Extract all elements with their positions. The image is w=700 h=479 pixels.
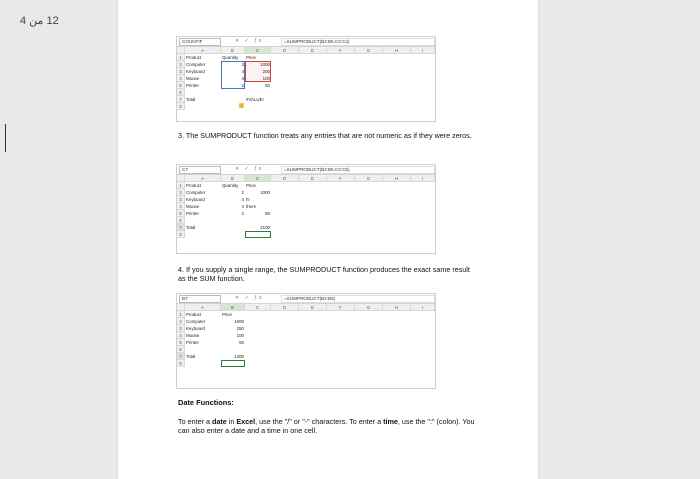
excel-screenshot-1 xyxy=(176,36,436,122)
cell[interactable]: Total xyxy=(186,97,196,102)
cell[interactable]: 4 xyxy=(241,69,244,74)
column-header: A xyxy=(185,175,221,182)
row-header: 5 xyxy=(177,339,185,346)
formula-bar xyxy=(177,37,435,47)
column-header: F xyxy=(327,175,355,182)
date-text-3: , use the "/" or "-" characters. To enter a xyxy=(255,417,384,426)
paragraph-4: 4. If you supply a single range, the SUMPRODUCT function produces the exact same result as the SUM function. xyxy=(178,265,470,283)
column-header: D xyxy=(271,47,299,54)
excel-screenshot-2 xyxy=(176,164,436,254)
column-header: A xyxy=(185,304,221,311)
cell[interactable]: Mouse xyxy=(186,204,200,209)
formula-input[interactable]: =SUMPRODUCT(B2:B5,C2:C4) xyxy=(281,38,435,46)
cell[interactable]: Price xyxy=(222,312,233,317)
selected-cell xyxy=(221,360,245,367)
name-box[interactable]: COUNTIF xyxy=(179,38,221,46)
cell[interactable]: #VALUE! xyxy=(246,97,264,102)
row-header: 8 xyxy=(177,231,185,238)
formula-bar-icons: ✕ ✓ ƒx xyxy=(235,166,264,172)
cell[interactable]: 250 xyxy=(236,326,244,331)
warning-icon: ! xyxy=(240,103,243,108)
cell[interactable]: 1000 xyxy=(260,190,270,195)
column-header: E xyxy=(299,47,327,54)
cell[interactable]: Quantity xyxy=(222,55,239,60)
cell[interactable]: 2 xyxy=(241,211,244,216)
row-header: 8 xyxy=(177,103,185,110)
cell[interactable]: 4 xyxy=(241,76,244,81)
cell[interactable]: 2 xyxy=(241,83,244,88)
formula-input[interactable]: =SUMPRODUCT(B2:B5,C2:C5) xyxy=(281,166,435,174)
cell[interactable]: there xyxy=(246,204,257,209)
row-header: 2 xyxy=(177,61,185,68)
date-bold: date xyxy=(211,417,227,426)
cell[interactable]: Product xyxy=(186,183,202,188)
column-header: C xyxy=(245,175,271,182)
column-header: B xyxy=(221,304,245,311)
column-header: H xyxy=(383,175,411,182)
row-header: 4 xyxy=(177,332,185,339)
column-header: H xyxy=(383,47,411,54)
name-box[interactable]: C7 xyxy=(179,166,221,174)
document-page xyxy=(118,0,538,479)
cell[interactable]: Keyboard xyxy=(186,197,205,202)
formula-bar-icons: ✕ ✓ ƒx xyxy=(235,38,264,44)
row-header: 1 xyxy=(177,54,185,61)
column-header: E xyxy=(299,304,327,311)
row-header: 3 xyxy=(177,196,185,203)
column-header: F xyxy=(327,47,355,54)
text-cursor xyxy=(5,124,6,152)
selected-cell xyxy=(245,231,271,238)
cell[interactable]: Mouse xyxy=(186,333,200,338)
column-header: H xyxy=(383,304,411,311)
page-number: 12 من 4 xyxy=(20,15,59,27)
row-header: 1 xyxy=(177,311,185,318)
cell[interactable]: 200 xyxy=(262,69,270,74)
time-bold: time xyxy=(383,417,398,426)
row-header: 4 xyxy=(177,203,185,210)
paragraph-3: 3. The SUMPRODUCT function treats any entries that are not numeric as if they were zeros. xyxy=(178,131,472,140)
formula-bar-icons: ✕ ✓ ƒx xyxy=(235,295,264,301)
formula-bar xyxy=(177,294,435,304)
cell[interactable]: 4 xyxy=(241,204,244,209)
row-header: 7 xyxy=(177,353,185,360)
cell[interactable]: 100 xyxy=(236,333,244,338)
column-header: I xyxy=(411,304,435,311)
sheet-grid xyxy=(177,47,435,112)
cell[interactable]: Printer xyxy=(186,340,199,345)
column-header: C xyxy=(245,304,271,311)
row-header: 8 xyxy=(177,360,185,367)
column-header: D xyxy=(271,175,299,182)
cell[interactable]: 2100 xyxy=(260,225,270,230)
cell[interactable]: 2 xyxy=(241,190,244,195)
column-header: G xyxy=(355,175,383,182)
cell[interactable]: Product xyxy=(186,312,202,317)
column-header: F xyxy=(327,304,355,311)
row-header: 2 xyxy=(177,318,185,325)
sheet-corner xyxy=(177,304,185,311)
date-text-1: To enter a xyxy=(178,417,212,426)
formula-bar xyxy=(177,165,435,175)
row-header: 2 xyxy=(177,189,185,196)
column-header: G xyxy=(355,304,383,311)
cell[interactable]: Quantity xyxy=(222,183,239,188)
cell[interactable]: Total xyxy=(186,354,196,359)
cell[interactable]: Printer xyxy=(186,83,199,88)
cell[interactable]: 1400 xyxy=(234,354,244,359)
column-header: I xyxy=(411,175,435,182)
column-header: G xyxy=(355,47,383,54)
cell[interactable]: Computer xyxy=(186,62,206,67)
cell[interactable]: Keyboard xyxy=(186,326,205,331)
column-header: B xyxy=(221,175,245,182)
range-c2-c4 xyxy=(245,61,271,82)
cell[interactable]: Keyboard xyxy=(186,69,205,74)
row-header: 7 xyxy=(177,96,185,103)
date-functions-heading: Date Functions: xyxy=(178,398,234,407)
column-header: B xyxy=(221,47,245,54)
cell[interactable]: 4 xyxy=(241,197,244,202)
date-text-2: in xyxy=(226,417,237,426)
row-header: 6 xyxy=(177,346,185,353)
cell[interactable]: Price xyxy=(246,183,257,188)
cell[interactable]: Price xyxy=(246,55,257,60)
sheet-corner xyxy=(177,47,185,54)
cell[interactable]: Total xyxy=(186,225,196,230)
cell[interactable]: hi xyxy=(246,197,250,202)
row-header: 1 xyxy=(177,182,185,189)
row-header: 6 xyxy=(177,89,185,96)
cell[interactable]: Computer xyxy=(186,319,206,324)
cell[interactable]: Product xyxy=(186,55,202,60)
row-header: 4 xyxy=(177,75,185,82)
column-header: I xyxy=(411,47,435,54)
date-text-4: , use the ":" (colon). You can also enter a date and a time in one cell. xyxy=(178,417,475,435)
row-header: 3 xyxy=(177,68,185,75)
cell[interactable]: 1000 xyxy=(260,62,270,67)
cell[interactable]: 2 xyxy=(241,62,244,67)
cell[interactable]: 100 xyxy=(262,76,270,81)
row-header: 7 xyxy=(177,224,185,231)
cell[interactable]: Mouse xyxy=(186,76,200,81)
column-header: E xyxy=(299,175,327,182)
sheet-grid xyxy=(177,304,435,369)
sheet-corner xyxy=(177,175,185,182)
column-header: C xyxy=(245,47,271,54)
row-header: 3 xyxy=(177,325,185,332)
cell[interactable]: 50 xyxy=(239,340,244,345)
cell[interactable]: 50 xyxy=(265,211,270,216)
range-b2-b5 xyxy=(221,61,245,89)
cell[interactable]: Computer xyxy=(186,190,206,195)
excel-screenshot-3 xyxy=(176,293,436,389)
row-header: 5 xyxy=(177,210,185,217)
excel-bold: Excel xyxy=(236,417,256,426)
date-paragraph xyxy=(178,417,478,435)
cell[interactable]: 1000 xyxy=(234,319,244,324)
column-header: D xyxy=(271,304,299,311)
cell[interactable]: Printer xyxy=(186,211,199,216)
row-header: 6 xyxy=(177,217,185,224)
sheet-grid xyxy=(177,175,435,240)
name-box[interactable]: B7 xyxy=(179,295,221,303)
formula-input[interactable]: =SUMPRODUCT(B2:B5) xyxy=(281,295,435,303)
column-header: A xyxy=(185,47,221,54)
cell[interactable]: 50 xyxy=(265,83,270,88)
row-header: 5 xyxy=(177,82,185,89)
